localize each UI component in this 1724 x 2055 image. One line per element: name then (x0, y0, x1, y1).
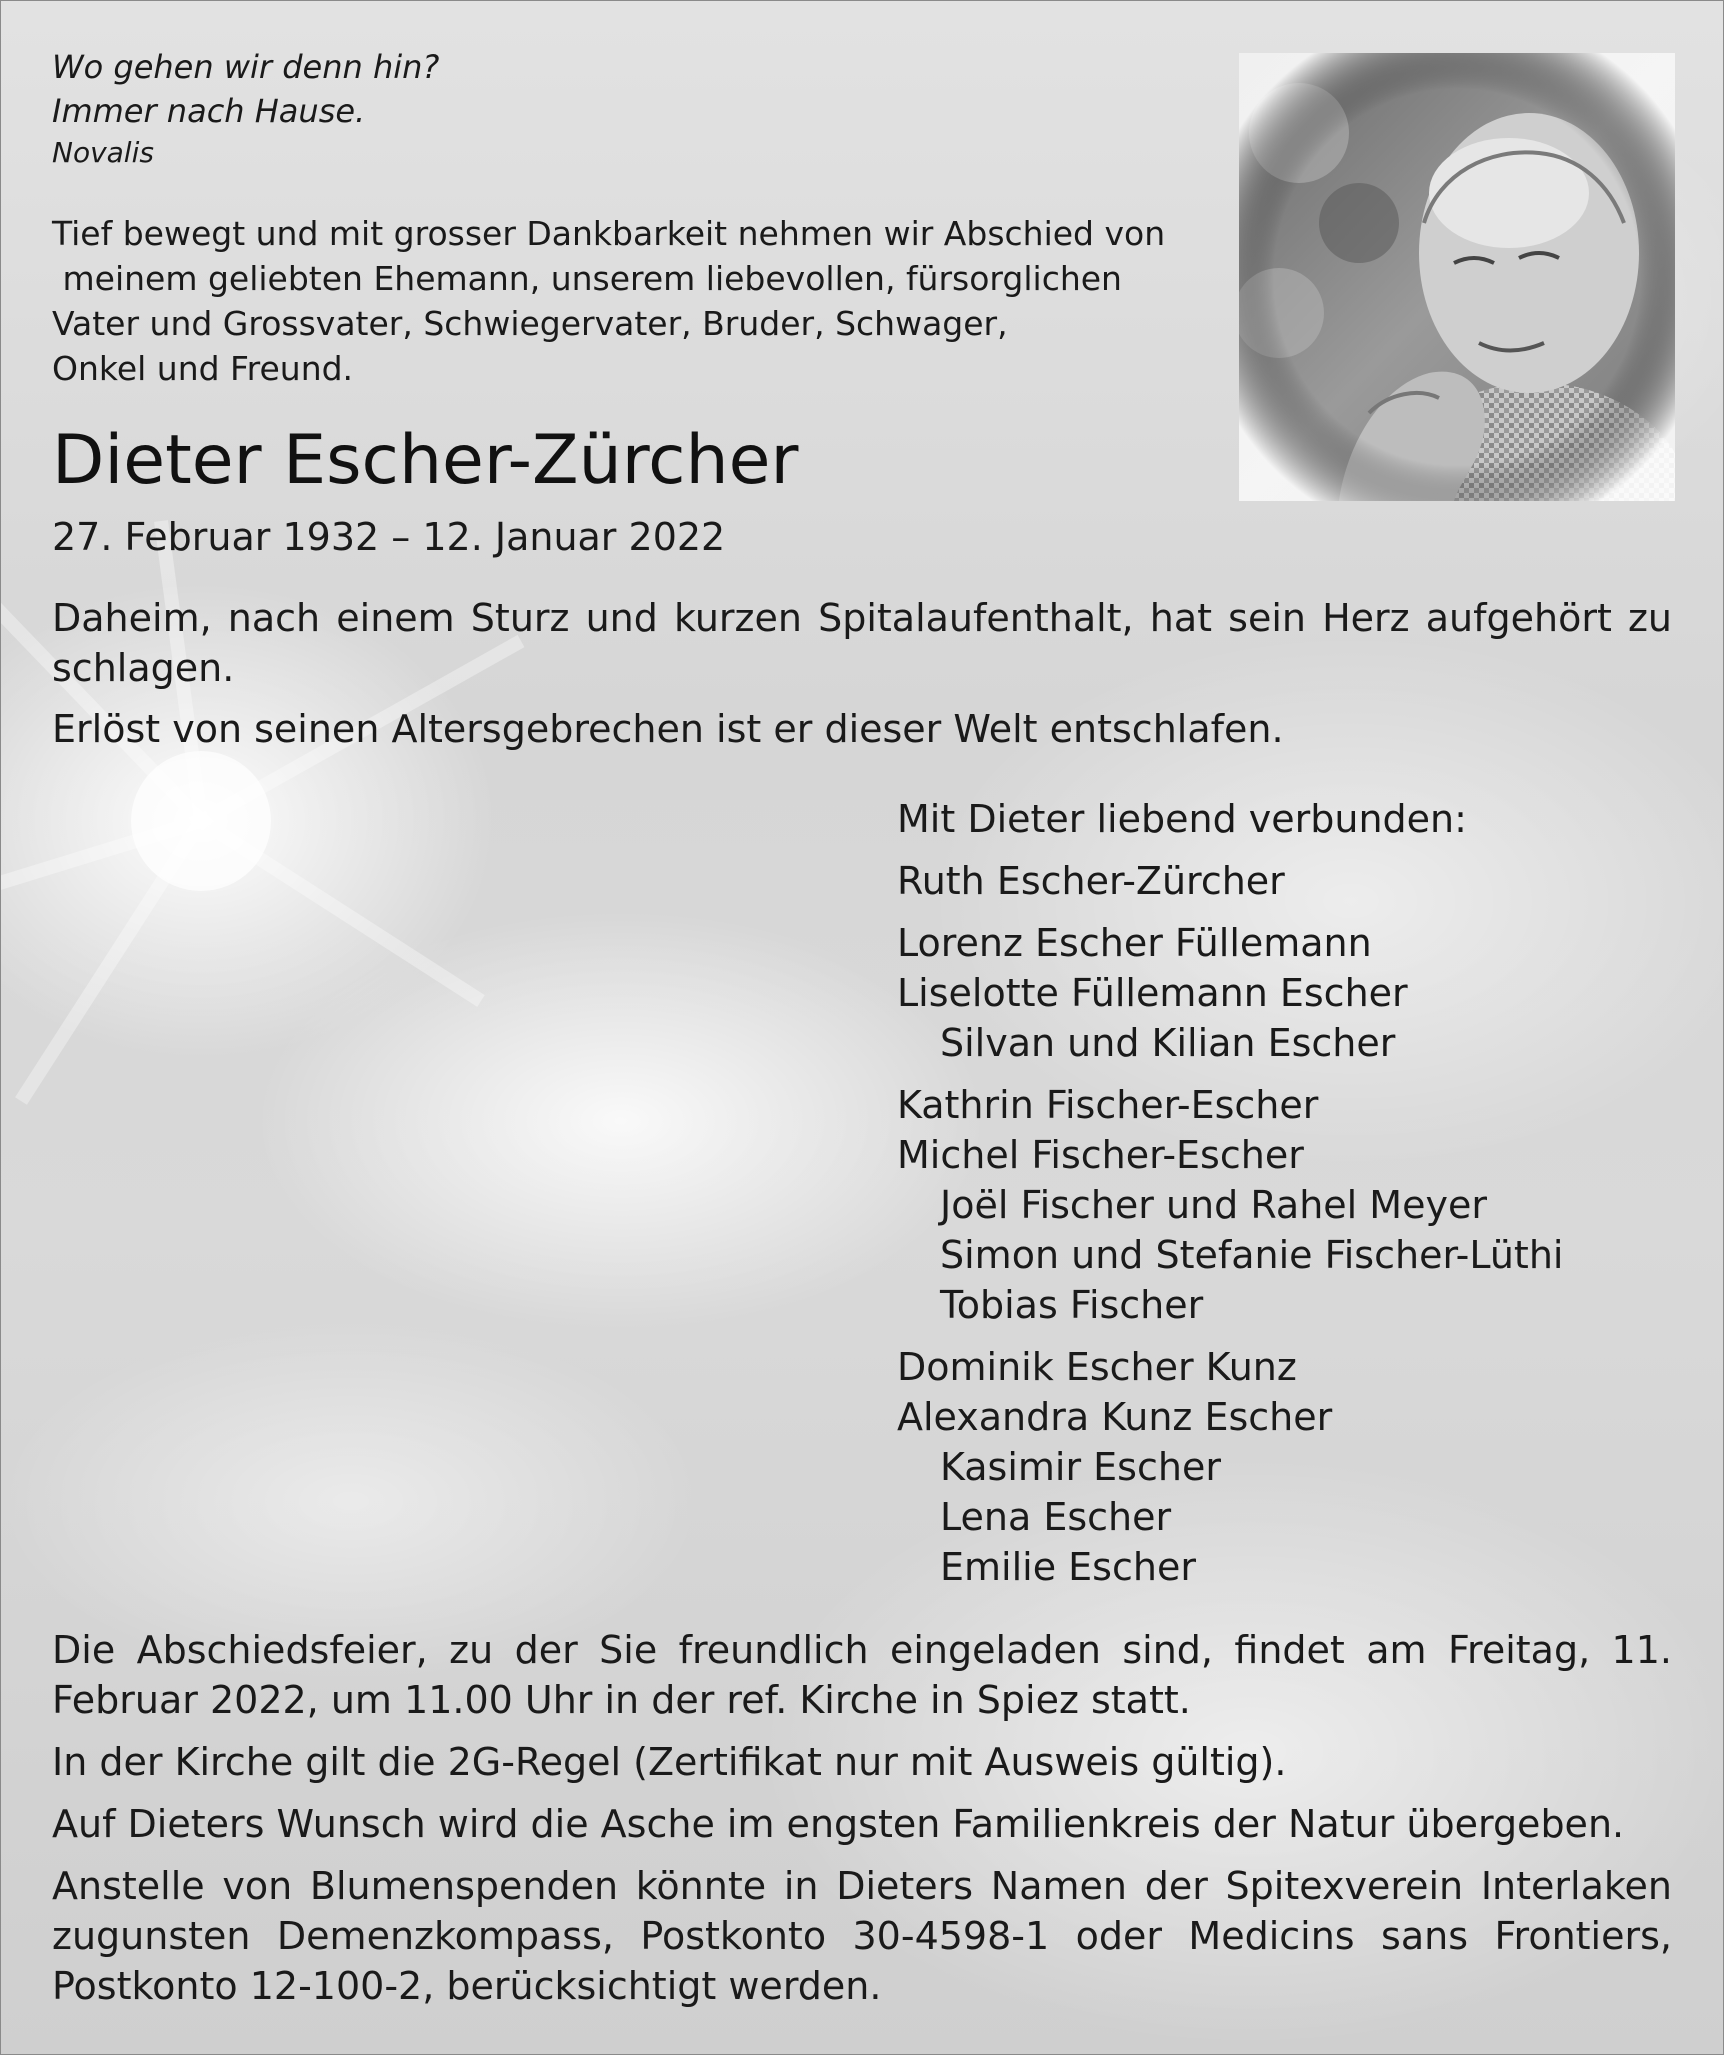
deceased-name: Dieter Escher-Zürcher (52, 421, 799, 500)
message-paragraph-2: Erlöst von seinen Altersgebrechen ist er dieser Welt entschlafen. (52, 707, 1284, 751)
family-member: Kathrin Fischer-Escher (897, 1083, 1319, 1127)
family-heading: Mit Dieter liebend verbunden: (897, 797, 1467, 841)
family-member-grandchild: Simon und Stefanie Fischer-Lüthi (940, 1233, 1564, 1277)
life-dates: 27. Februar 1932 – 12. Januar 2022 (52, 515, 726, 559)
family-member-grandchild: Joël Fischer und Rahel Meyer (940, 1183, 1487, 1227)
family-member-grandchild: Lena Escher (940, 1495, 1172, 1539)
family-member-grandchild: Silvan und Kilian Escher (940, 1021, 1396, 1065)
intro-text (52, 211, 1212, 391)
quote-line-1: Wo gehen wir denn hin? (52, 48, 440, 86)
family-member-grandchild: Emilie Escher (940, 1545, 1196, 1589)
intro-line-1: Tief bewegt und mit grosser Dankbarkeit nehmen wir Abschied von (52, 214, 1166, 253)
quote (52, 45, 439, 173)
family-member: Dominik Escher Kunz (897, 1345, 1297, 1389)
notices (52, 1625, 1672, 2023)
intro-line-4: Onkel und Freund. (52, 349, 354, 388)
family-list (897, 794, 1563, 1592)
intro-line-3: Vater und Grossvater, Schwiegervater, Bruder, Schwager, (52, 304, 1008, 343)
family-member: Alexandra Kunz Escher (897, 1395, 1333, 1439)
quote-line-2: Immer nach Hause. (52, 92, 366, 130)
message-paragraph-1: Daheim, nach einem Sturz und kurzen Spitalaufenthalt, hat sein Herz aufgehört zu schlagen. (52, 596, 1672, 690)
family-member: Ruth Escher-Zürcher (897, 859, 1285, 903)
ceremony-notice: Die Abschiedsfeier, zu der Sie freundlich eingeladen sind, findet am Freitag, 11. Februar 2022, um 11.00 Uhr in der ref. Kirche in Spiez statt. (52, 1628, 1672, 1722)
family-member: Lorenz Escher Füllemann (897, 921, 1372, 965)
family-member: Liselotte Füllemann Escher (897, 971, 1408, 1015)
ashes-notice: Auf Dieters Wunsch wird die Asche im engsten Familienkreis der Natur übergeben. (52, 1802, 1625, 1846)
intro-line-2: meinem geliebten Ehemann, unserem liebevollen, fürsorglichen (52, 259, 1122, 298)
family-member-grandchild: Kasimir Escher (940, 1445, 1221, 1489)
certificate-rule-notice: In der Kirche gilt die 2G-Regel (Zertifikat nur mit Ausweis gültig). (52, 1740, 1287, 1784)
donations-notice: Anstelle von Blumenspenden könnte in Dieters Namen der Spitexverein Interlaken zugunsten Demenzkompass, Postkonto 30-4598-1 oder Medicins sans Frontiers, Postkonto 12-100-2, berücksichtigt werden. (52, 1864, 1672, 2008)
family-member: Michel Fischer-Escher (897, 1133, 1304, 1177)
family-member-grandchild: Tobias Fischer (940, 1283, 1204, 1327)
portrait-photo (1239, 53, 1675, 501)
quote-author: Novalis (52, 136, 154, 169)
